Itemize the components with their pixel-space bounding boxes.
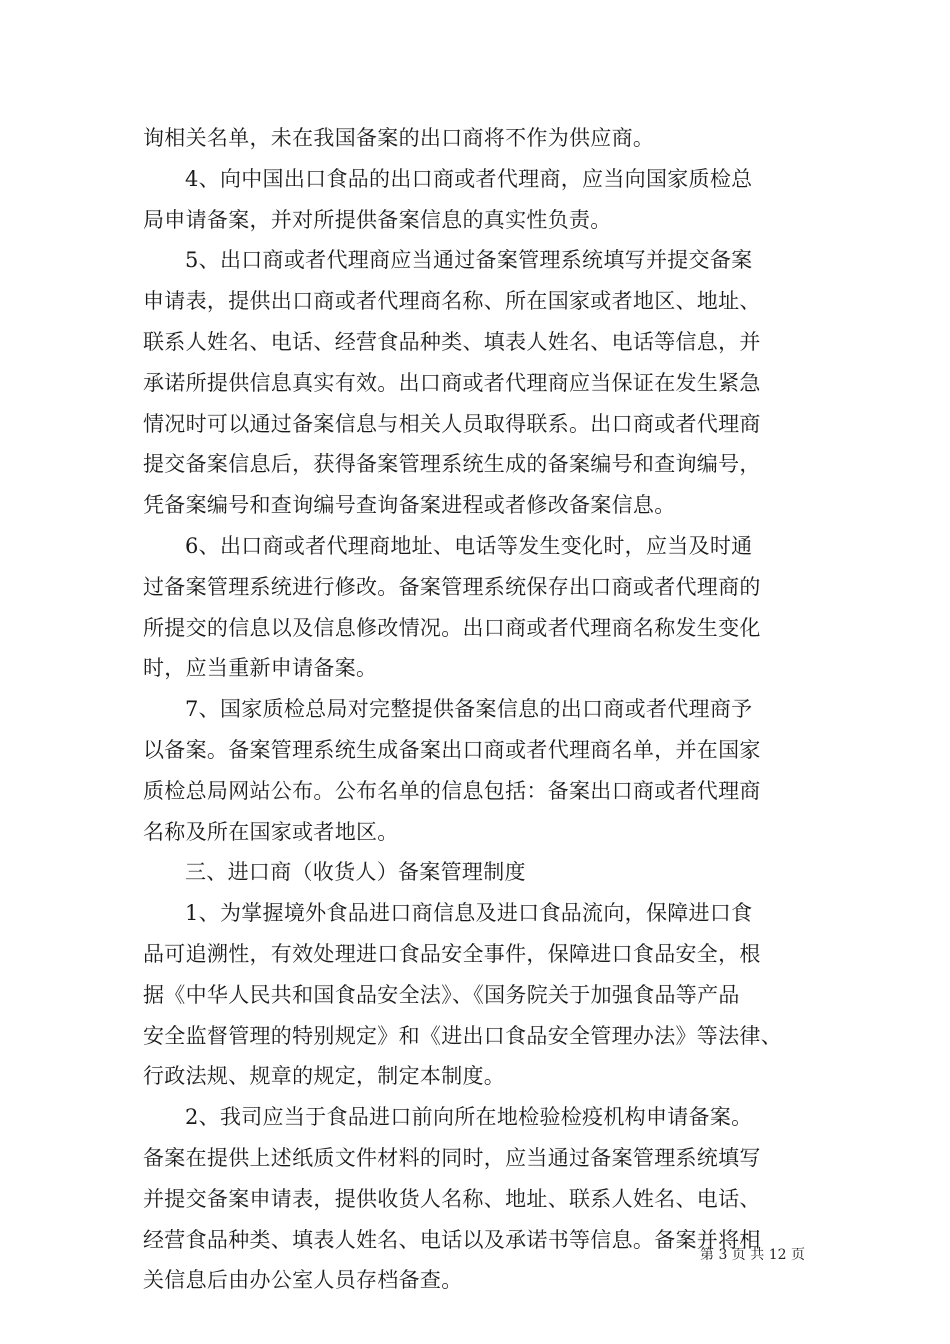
text-line: 品可追溯性，有效处理进口食品安全事件，保障进口食品安全，根: [143, 941, 761, 966]
text-line: 5、出口商或者代理商应当通过备案管理系统填写并提交备案: [185, 248, 753, 273]
page-footer: 第 3 页 共 12 页: [700, 1247, 805, 1263]
text-line: 6、出口商或者代理商地址、电话等发生变化时，应当及时通: [185, 533, 753, 558]
text-line: 名称及所在国家或者地区。: [143, 819, 399, 844]
text-line: 三、进口商（收货人）备案管理制度: [185, 860, 526, 885]
text-line: 情况时可以通过备案信息与相关人员取得联系。出口商或者代理商: [143, 411, 761, 436]
text-line: 备案在提供上述纸质文件材料的同时，应当通过备案管理系统填写: [143, 1145, 761, 1170]
text-line: 质检总局网站公布。公布名单的信息包括：备案出口商或者代理商: [143, 778, 761, 803]
text-line: 所提交的信息以及信息修改情况。出口商或者代理商名称发生变化: [143, 615, 761, 640]
text-line: 安全监督管理的特别规定》和《进出口食品安全管理办法》等法律、: [143, 1023, 782, 1048]
text-line: 7、国家质检总局对完整提供备案信息的出口商或者代理商予: [185, 697, 753, 722]
text-line: 1、为掌握境外食品进口商信息及进口食品流向，保障进口食: [185, 901, 753, 926]
text-line: 凭备案编号和查询编号查询备案进程或者修改备案信息。: [143, 493, 676, 518]
text-line: 以备案。备案管理系统生成备案出口商或者代理商名单，并在国家: [143, 737, 761, 762]
text-line: 局申请备案，并对所提供备案信息的真实性负责。: [143, 207, 612, 232]
document-body: [143, 118, 823, 1301]
text-line: 承诺所提供信息真实有效。出口商或者代理商应当保证在发生紧急: [143, 370, 761, 395]
text-line: 时，应当重新申请备案。: [143, 656, 378, 681]
text-line: 过备案管理系统进行修改。备案管理系统保存出口商或者代理商的: [143, 574, 761, 599]
text-line: 经营食品种类、填表人姓名、电话以及承诺书等信息。备案并将相: [143, 1227, 761, 1252]
text-line: 提交备案信息后，获得备案管理系统生成的备案编号和查询编号，: [143, 452, 761, 477]
text-line: 申请表，提供出口商或者代理商名称、所在国家或者地区、地址、: [143, 289, 761, 314]
text-line: 联系人姓名、电话、经营食品种类、填表人姓名、电话等信息，并: [143, 329, 761, 354]
text-line: 据《中华人民共和国食品安全法》、《国务院关于加强食品等产品: [143, 982, 740, 1007]
text-line: 2、我司应当于食品进口前向所在地检验检疫机构申请备案。: [185, 1105, 753, 1130]
text-line: 4、向中国出口食品的出口商或者代理商，应当向国家质检总: [185, 166, 753, 191]
text-line: 关信息后由办公室人员存档备查。: [143, 1268, 463, 1293]
text-line: 询相关名单，未在我国备案的出口商将不作为供应商。: [143, 126, 655, 150]
text-line: 并提交备案申请表，提供收货人名称、地址、联系人姓名、电话、: [143, 1186, 761, 1211]
text-line: 行政法规、规章的规定，制定本制度。: [143, 1064, 506, 1089]
